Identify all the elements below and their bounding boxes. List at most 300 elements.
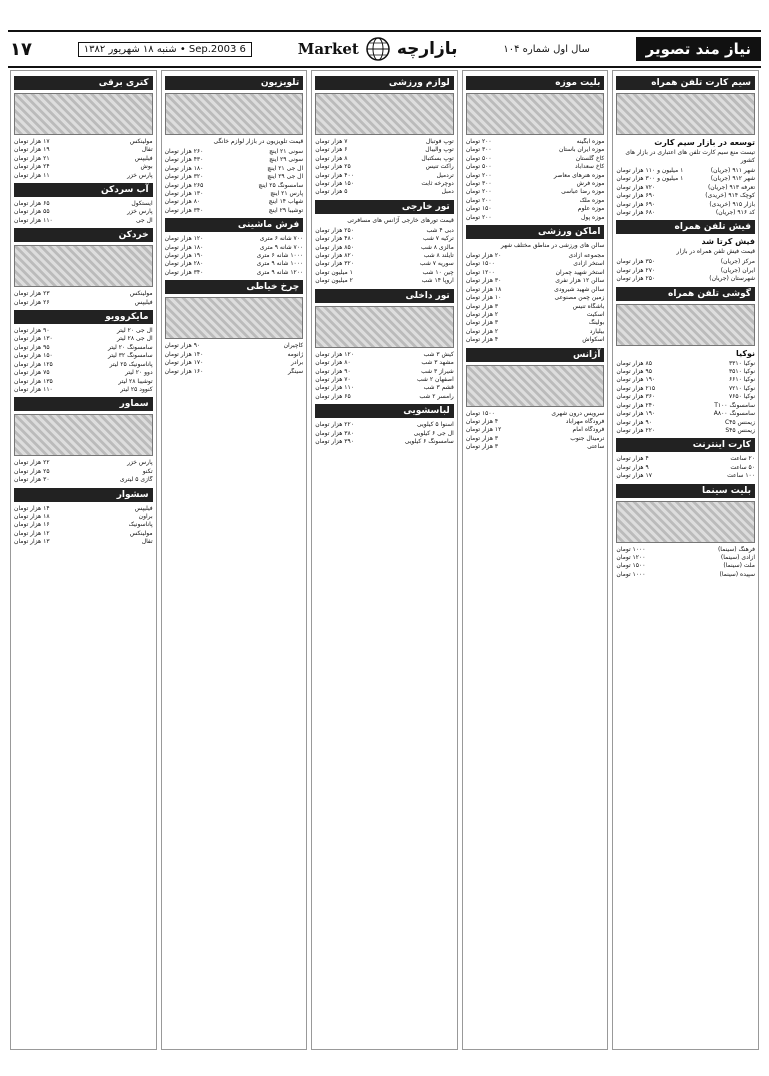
item-price: ۱۲۰۰ تومان (465, 268, 495, 276)
price-row (315, 384, 454, 392)
item-name: بازار ۹۱۵ (خریدی) (709, 200, 755, 208)
item-price: ۱۷ هزار تومان (14, 138, 50, 145)
item-price: ۱۴ هزار تومان (14, 504, 50, 512)
section-heading: آب سردکن (14, 183, 153, 197)
item-name: سالن شهید شیرودی (554, 285, 605, 293)
item-price: ۱۲۰ هزار تومان (315, 350, 354, 358)
section-heading: تلویزیون (165, 76, 304, 90)
item-price: ۴۸۰ هزار تومان (315, 235, 354, 243)
item-price: ۲۰۰ تومان (465, 188, 492, 196)
price-row (616, 175, 755, 183)
item-name: مشهد ۳ شب (421, 359, 454, 367)
price-row (616, 464, 755, 472)
price-row (466, 277, 605, 285)
item-price: ۵۵ هزار تومان (14, 208, 50, 216)
price-row (165, 269, 304, 277)
item-name: ال جی ۶ کیلویی (413, 429, 454, 437)
item-price: ۶ هزار تومان (315, 146, 348, 154)
item-price: ۳ هزار تومان (465, 443, 499, 451)
item-name: سرویس درون شهری (551, 409, 605, 417)
section-heading: سیم کارت تلفن همراه (616, 76, 755, 90)
price-row (165, 156, 304, 164)
price-column (10, 70, 157, 1050)
item-name: شهاب ۱۴ اینچ (268, 198, 304, 206)
item-price: ۱۶۰ هزار تومان (164, 367, 204, 375)
item-price: ۱ میلیون تومان (315, 268, 353, 276)
product-photo (616, 501, 755, 543)
price-row (315, 421, 454, 429)
item-price: ۲۴ هزار تومان (14, 163, 50, 171)
item-price: ۶۹۰ هزار تومان (616, 200, 656, 208)
item-price: ۲۶ هزار تومان (14, 298, 50, 306)
item-name: بولینگ (588, 319, 605, 327)
item-name: سپیده (سینما) (719, 570, 755, 578)
item-price: ۳ هزار تومان (465, 434, 499, 442)
item-price: ۶۵ هزار تومان (14, 200, 50, 208)
price-row (616, 167, 755, 175)
item-name: موزه علوم (577, 205, 605, 213)
item-price: ۱۳۰ هزار تومان (14, 335, 53, 343)
price-row (616, 427, 755, 435)
item-name: ۷۰۰ شانه ۶ متری (259, 235, 304, 243)
item-price: ۹۰ هزار تومان (315, 367, 351, 375)
item-name: پاناسونیک ۲۵ لیتر (109, 360, 153, 368)
section-heading: گوشی تلفن همراه (616, 287, 755, 301)
section-heading: کتری برقی (14, 76, 153, 90)
price-row (466, 286, 605, 294)
newspaper-logo: نیاز مند تصویر (636, 37, 761, 61)
item-price: ۳۲۰ هزار تومان (315, 260, 354, 268)
item-name: ال جی ۲۰ لیتر (116, 327, 153, 335)
item-price: ۴۳۰ هزار تومان (164, 156, 204, 164)
item-name: ال جی ۲۱ اینچ (267, 164, 304, 172)
section-note: قیمت تورهای خارجی آژانس های مسافرتی (347, 216, 454, 224)
item-price: ۲۲ هزار تومان (14, 459, 50, 467)
price-row (14, 146, 153, 154)
section-heading: خردکن (14, 228, 153, 242)
item-name: زیمنس S۴۵ (725, 426, 755, 434)
item-name: زمین چمن مصنوعی (554, 294, 605, 302)
item-name: موزه ملک (579, 196, 605, 204)
section-heading: مایکروویو (14, 310, 153, 324)
item-price: ۱۸۰ هزار تومان (164, 164, 204, 172)
item-price: ۱۲۰ هزار تومان (164, 235, 204, 243)
item-price: ۱۹ هزار تومان (14, 146, 50, 154)
item-name: ال جی (135, 216, 153, 224)
section-note: قیمت تلویزیون در بازار لوازم خانگی (213, 138, 304, 145)
item-price: ۲۸۰ هزار تومان (164, 260, 204, 268)
price-row (616, 209, 755, 217)
item-price: ۳۸۰ هزار تومان (315, 429, 354, 437)
item-name: گازی ۵ لیتری (119, 476, 153, 484)
price-row (165, 351, 304, 359)
section-heading: بلیت موزه (466, 76, 605, 90)
price-column (161, 70, 308, 1050)
price-column (311, 70, 458, 1050)
item-name: اروپا ۱۴ شب (421, 277, 454, 285)
price-row (14, 352, 153, 360)
product-photo (315, 93, 454, 135)
item-name: اسنوا ۵ کیلویی (417, 421, 454, 429)
item-name: نوکیا ۳۵۱۰ (728, 368, 755, 376)
item-price: ۴ هزار تومان (616, 455, 649, 463)
section-heading: سشوار (14, 488, 153, 502)
item-price: ۲۶۵ هزار تومان (164, 181, 204, 189)
price-row (14, 335, 153, 343)
price-row (14, 369, 153, 377)
item-price: ۶۵ هزار تومان (315, 392, 351, 400)
price-row (165, 260, 304, 268)
price-row (14, 530, 153, 538)
sub-heading: فیش کرتا شد (701, 237, 755, 247)
item-price: ۷۲۰ هزار تومان (616, 183, 656, 191)
item-price: ۱۱۰ هزار تومان (14, 385, 53, 393)
item-price: ۳۰ هزار تومان (14, 476, 50, 484)
item-price: ۲۲۰ هزار تومان (616, 426, 656, 434)
columns (10, 70, 759, 1050)
item-price: ۱ میلیون و ۱۱۰ هزار تومان (616, 167, 684, 174)
item-name: ژانومه (287, 350, 304, 358)
item-price: ۳۶۰ هزار تومان (616, 393, 656, 401)
item-price: ۹۰ هزار تومان (14, 327, 50, 335)
item-name: ۱۰۰ ساعت (727, 472, 755, 480)
price-row (14, 538, 153, 546)
item-name: تردمیل (436, 171, 454, 179)
section-heading: فرش ماشینی (165, 218, 304, 232)
price-row (616, 275, 755, 283)
item-price: ۷۰ هزار تومان (315, 375, 351, 383)
item-price: ۳۵۰ هزار تومان (616, 258, 656, 266)
item-price: ۱۱ هزار تومان (14, 171, 50, 179)
item-price: ۱۴۰ هزار تومان (164, 350, 204, 358)
section-heading: لوازم ورزشی (315, 76, 454, 90)
item-price: ۲۰۰ تومان (465, 213, 492, 221)
item-price: ۲۱ هزار تومان (14, 154, 50, 162)
item-name: برادر (291, 359, 304, 367)
item-name: ایستکول (131, 200, 153, 208)
price-row (616, 267, 755, 275)
market-title-en: Market (297, 40, 359, 58)
price-column (462, 70, 609, 1050)
item-price: ۲۵۰ هزار تومان (616, 275, 656, 283)
item-name: تفال (141, 538, 153, 546)
product-photo (14, 414, 153, 456)
item-price: ۱۵۰ هزار تومان (14, 352, 53, 360)
section-heading: چرخ خیاطی (165, 280, 304, 294)
item-name: رامسر ۲ شب (419, 392, 454, 400)
item-price: ۴ هزار تومان (465, 417, 499, 425)
item-price: ۱۵۰۰ تومان (465, 409, 495, 417)
item-price: ۱۲۵ هزار تومان (14, 360, 53, 368)
price-row (315, 172, 454, 180)
price-row (14, 327, 153, 335)
price-row (165, 148, 304, 156)
item-price: ۱۳۰ هزار تومان (164, 190, 204, 198)
item-price: ۱۵۰ تومان (465, 205, 492, 213)
price-row (14, 172, 153, 180)
item-name: استخر آزادی (573, 260, 605, 268)
item-name: کاچیران (283, 342, 304, 350)
sub-heading: توسعه در بازار سیم کارت (654, 138, 755, 147)
item-price: ۸ هزار تومان (315, 154, 348, 162)
item-name: سامسونگ ۲۵ اینچ (258, 181, 304, 189)
price-row (315, 138, 454, 146)
price-row (14, 386, 153, 394)
item-price: ۲۰۰ تومان (465, 138, 492, 145)
price-row (165, 165, 304, 173)
price-row (616, 368, 755, 376)
price-row (315, 351, 454, 359)
price-row (165, 244, 304, 252)
item-price: ۲۰ هزار تومان (465, 252, 502, 260)
price-row (315, 376, 454, 384)
price-row (616, 385, 755, 393)
item-price: ۵۰۰ تومان (465, 163, 492, 171)
price-row (315, 260, 454, 268)
item-name: بیلیارد (589, 327, 605, 335)
item-name: موزه رضا عباسی (561, 188, 605, 196)
item-name: فیلیپس (134, 154, 153, 162)
item-name: دبی ۴ شب (426, 226, 454, 234)
item-name: سامسونگ ۲۰ لیتر (108, 343, 153, 351)
price-row (616, 393, 755, 401)
item-name: توپ بسکتبال (421, 154, 454, 162)
section-heading: لباسشویی (315, 404, 454, 418)
item-name: فرودگاه مهرآباد (565, 417, 605, 425)
product-photo (14, 93, 153, 135)
item-price: ۲۵ هزار تومان (315, 163, 351, 171)
item-name: ال جی ۲۸ لیتر (116, 335, 153, 343)
section-note: قیمت فیش تلفن همراه در بازار (676, 248, 755, 256)
item-price: ۱۷۰ هزار تومان (164, 359, 204, 367)
price-row (466, 294, 605, 302)
item-price: ۴ هزار تومان (465, 336, 499, 344)
price-row (315, 163, 454, 171)
item-name: فیلیپس (134, 504, 153, 512)
item-price: ۸۰ هزار تومان (315, 359, 351, 367)
item-name: مولینکس (129, 290, 153, 298)
section-heading: سماور (14, 397, 153, 411)
item-name: ملت (سینما) (723, 562, 755, 570)
item-name: اسکیت (586, 310, 605, 318)
price-row (165, 235, 304, 243)
price-row (616, 472, 755, 480)
item-price: ۲۴۰ هزار تومان (616, 401, 656, 409)
item-name: سونی ۲۹ اینچ (269, 156, 304, 164)
item-price: ۲۰۰ تومان (465, 171, 492, 179)
price-row (14, 361, 153, 369)
item-name: چین ۱۰ شب (422, 268, 454, 276)
price-row (14, 459, 153, 467)
price-row (466, 188, 605, 196)
section-title (298, 36, 458, 62)
item-price: ۱۵۰۰ تومان (616, 562, 646, 570)
item-name: آزادی (سینما) (720, 553, 755, 561)
price-row (616, 402, 755, 410)
item-name: ترکیه ۷ شب (422, 235, 454, 243)
item-name: کد ۹۱۶ (جریان) (715, 209, 755, 217)
price-row (14, 505, 153, 513)
item-name: کیش ۳ شب (423, 350, 454, 358)
price-row (466, 172, 605, 180)
masthead (8, 30, 761, 68)
item-price: ۳ هزار تومان (465, 302, 499, 310)
item-price: ۳۴۰ هزار تومان (164, 206, 204, 214)
item-name: ساعتی (587, 443, 605, 451)
item-name: ترمینال جنوب (570, 434, 605, 442)
price-row (466, 163, 605, 171)
item-name: مولینکس (129, 138, 153, 145)
item-name: تکنو (142, 467, 153, 475)
price-row (14, 521, 153, 529)
price-row (616, 410, 755, 418)
price-row (616, 360, 755, 368)
price-row (315, 368, 454, 376)
item-name: مرکز (جریان) (720, 258, 755, 266)
item-name: تفال (141, 146, 153, 154)
price-row (165, 252, 304, 260)
price-row (616, 184, 755, 192)
item-name: کنوود ۲۵ لیتر (120, 385, 153, 393)
item-price: ۶۸۰ هزار تومان (616, 209, 656, 217)
item-name: سامسونگ A۸۰۰ (713, 410, 755, 418)
product-photo (466, 365, 605, 407)
item-price: ۱۹۰ هزار تومان (164, 252, 204, 260)
price-row (466, 197, 605, 205)
item-price: ۱۳۵ هزار تومان (14, 377, 53, 385)
price-row (466, 418, 605, 426)
item-price: ۱۸ هزار تومان (465, 285, 502, 293)
item-price: ۵ هزار تومان (315, 188, 348, 196)
item-price: ۱۶ هزار تومان (14, 521, 50, 529)
item-price: ۲۰۰ تومان (465, 196, 492, 204)
item-name: دمبل (441, 188, 454, 196)
item-name: راکت تنیس (425, 163, 454, 171)
price-row (165, 207, 304, 215)
item-price: ۱۰ هزار تومان (465, 294, 502, 302)
item-name: موزه هنرهای معاصر (553, 171, 605, 179)
price-row (466, 180, 605, 188)
item-name: پارس خزر (127, 208, 153, 216)
price-row (315, 393, 454, 401)
section-note: تیست منع سیم کارت تلفن های اعتباری در بازار های کشور (625, 149, 755, 164)
item-name: سامسونگ ۶ کیلویی (404, 437, 454, 445)
item-price: ۱۸۰ هزار تومان (164, 243, 204, 251)
item-price: ۹ هزار تومان (616, 463, 649, 471)
price-row (616, 201, 755, 209)
item-name: کاخ سعدآباد (575, 163, 605, 171)
price-row (616, 258, 755, 266)
section-heading: کارت اینترنت (616, 438, 755, 452)
item-name: سینگر (287, 367, 304, 375)
item-price: ۱۱۰ هزار تومان (315, 384, 354, 392)
item-name: نوکیا ۳۳۱۰ (728, 359, 755, 367)
item-price: ۱۵۰ هزار تومان (315, 180, 354, 188)
price-row (466, 443, 605, 451)
item-name: تعرفه ۹۱۳ (جریان) (707, 183, 755, 191)
price-row (616, 192, 755, 200)
item-name: بوش (140, 163, 153, 171)
item-price: ۴۰۰ هزار تومان (315, 171, 354, 179)
price-row (14, 468, 153, 476)
item-price: ۲۵ هزار تومان (14, 467, 50, 475)
item-name: کاخ گلستان (575, 154, 605, 162)
item-name: فرودگاه امام (572, 426, 605, 434)
item-price: ۱ میلیون و ۳۰۰ هزار تومان (616, 175, 684, 183)
price-row (315, 244, 454, 252)
item-name: توپ فوتبال (425, 138, 454, 145)
item-price: ۶۹۰ هزار تومان (616, 192, 656, 200)
item-name: فرهنگ (سینما) (717, 545, 755, 553)
section-note: سالن های ورزشی در مناطق مختلف شهر (500, 242, 605, 250)
item-name: شیراز ۳ شب (421, 367, 454, 375)
item-price: ۲۶۰ هزار تومان (164, 148, 204, 155)
item-price: ۲۵۰ هزار تومان (315, 226, 354, 234)
item-price: ۲۷۰ هزار تومان (616, 266, 656, 274)
price-column (612, 70, 759, 1050)
item-price: ۳ هزار تومان (465, 319, 499, 327)
item-price: ۱۷ هزار تومان (616, 472, 652, 480)
item-price: ۳۰۰ تومان (465, 180, 492, 188)
price-row (14, 200, 153, 208)
section-heading: اماکن ورزشی (466, 225, 605, 239)
price-row (315, 430, 454, 438)
item-price: ۱۲ هزار تومان (14, 529, 50, 537)
price-row (466, 435, 605, 443)
item-name: مالزی ۸ شب (420, 243, 454, 251)
price-row (315, 438, 454, 446)
price-row (616, 571, 755, 579)
price-row (466, 155, 605, 163)
item-price: ۲۳ هزار تومان (14, 290, 50, 298)
price-row (466, 319, 605, 327)
item-name: ۵۰ ساعت (730, 463, 755, 471)
item-price: ۵۰۰ تومان (465, 154, 492, 162)
section-heading: آژانس (466, 348, 605, 362)
price-row (466, 205, 605, 213)
price-row (466, 303, 605, 311)
price-row (315, 146, 454, 154)
item-price: ۱۲۰۰ تومان (616, 553, 646, 561)
price-row (165, 342, 304, 350)
price-row (466, 328, 605, 336)
price-row (616, 419, 755, 427)
item-price: ۷ هزار تومان (315, 138, 348, 145)
item-price: ۱۰۰۰ تومان (616, 545, 646, 553)
item-name: سامسونگ T۱۰۰ (714, 401, 755, 409)
price-row (466, 146, 605, 154)
item-price: ۱۹۰ هزار تومان (616, 376, 656, 384)
item-name: موزه فرش (576, 180, 605, 188)
price-row (466, 426, 605, 434)
item-name: قشم ۳ شب (423, 384, 454, 392)
product-photo (616, 304, 755, 346)
price-row (165, 198, 304, 206)
item-name: موزه ایران باستان (558, 146, 605, 154)
price-row (14, 217, 153, 225)
price-row (14, 163, 153, 171)
item-price: ۱۵۰۰ تومان (465, 260, 495, 268)
item-name: نوکیا ۶۶۱۰ (728, 376, 755, 384)
price-row (315, 277, 454, 285)
price-row (165, 173, 304, 181)
item-price: ۸۵۰ هزار تومان (315, 243, 354, 251)
item-name: اصفهان ۲ شب (417, 375, 454, 383)
item-name: پارس خزر (127, 171, 153, 179)
item-name: پاناسونیک (128, 521, 153, 529)
section-heading: تور داخلی (315, 289, 454, 303)
item-name: براون (138, 512, 153, 520)
